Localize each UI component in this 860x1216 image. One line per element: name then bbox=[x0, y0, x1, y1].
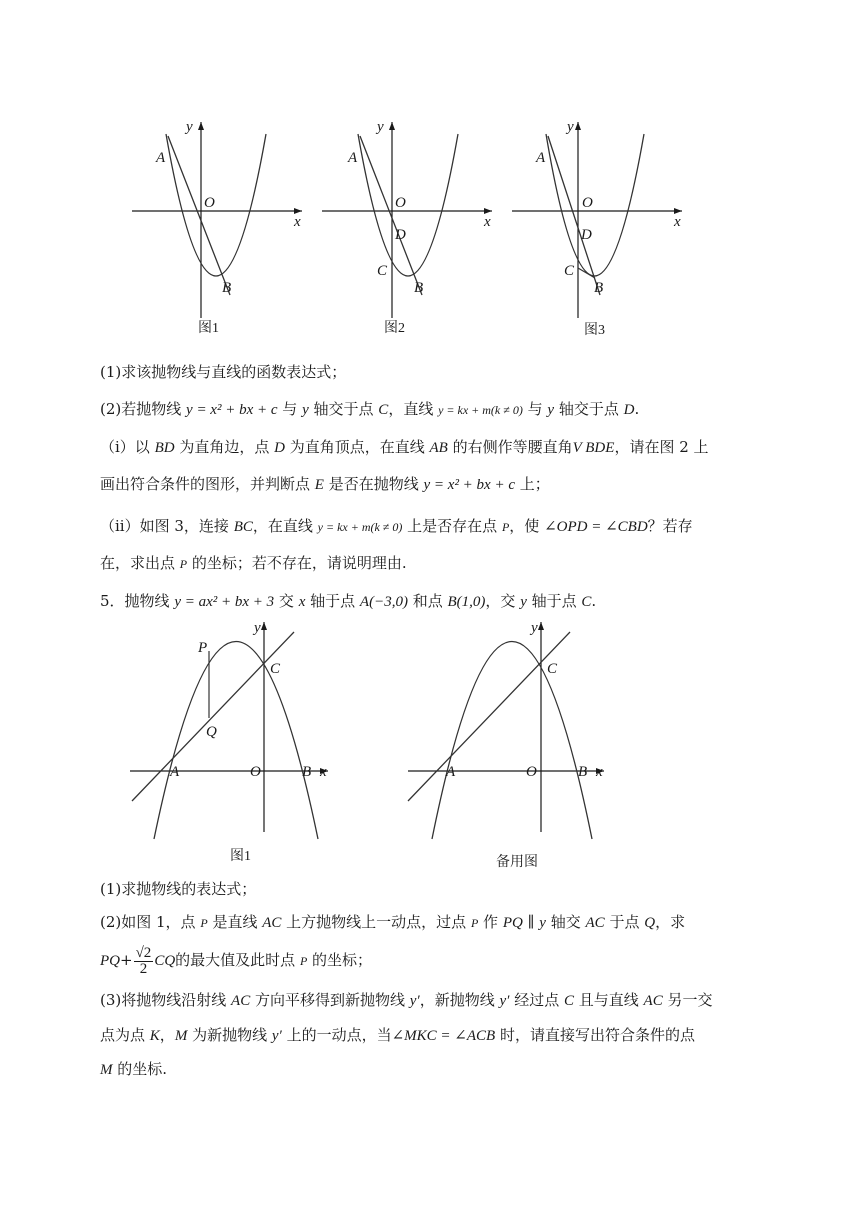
q5-part-2-line-1: (2)如图 1，点 P 是直线 AC 上方抛物线上一动点，过点 P 作 PQ ∥ y 轴交 AC 于点 Q，求 bbox=[100, 913, 686, 931]
origin-label: O bbox=[204, 195, 215, 211]
figure-caption: 图3 bbox=[584, 323, 605, 338]
point-Q-label: Q bbox=[206, 724, 217, 740]
point-P-label: P bbox=[198, 640, 208, 656]
origin-label: O bbox=[526, 764, 537, 780]
point-B-label: B bbox=[302, 764, 312, 780]
origin-label: O bbox=[250, 764, 261, 780]
q5-figure-1 bbox=[126, 614, 346, 874]
q5-part-3-line-1: (3)将抛物线沿射线 AC 方向平移得到新抛物线 y′，新抛物线 y′ 经过点 C 且与直线 AC 另一交 bbox=[100, 991, 713, 1009]
y-axis-label: y bbox=[531, 620, 538, 636]
point-D-label: D bbox=[395, 227, 406, 243]
fraction-sqrt2-over-2: $\frac{√2}{2}$ bbox=[135, 944, 152, 977]
q4-part-2-i-line-2: 画出符合条件的图形，并判断点 E 是否在抛物线 y = x² + bx + c 上； bbox=[100, 475, 550, 493]
point-B-label: B bbox=[578, 764, 588, 780]
figure-3-top bbox=[508, 118, 688, 343]
point-B-label: B bbox=[414, 280, 424, 296]
parabola-equation: y = x² + bx + c bbox=[186, 402, 278, 418]
y-axis-label: y bbox=[567, 119, 574, 135]
point-A-label: A bbox=[156, 150, 166, 166]
y-axis-label: y bbox=[254, 620, 261, 636]
point-A-label: A bbox=[446, 764, 456, 780]
q4-part-1: (1)求该抛物线与直线的函数表达式； bbox=[100, 363, 347, 381]
q5-part-1: (1)求抛物线的表达式； bbox=[100, 880, 257, 898]
point-D-label: D bbox=[581, 227, 592, 243]
figure-caption: 备用图 bbox=[496, 855, 538, 870]
x-axis-label: x bbox=[674, 214, 681, 230]
q5-part-3-line-3: M 的坐标. bbox=[100, 1060, 168, 1078]
q5-part-2-line-2: PQ+ $\frac{√2}{2}$ CQ的最大值及此时点 P 的坐标； bbox=[100, 944, 373, 977]
q5-part-3-line-2: 点为点 K，M 为新抛物线 y′ 上的一动点，当∠MKC = ∠ACB 时，请直接写出符合条件的点 bbox=[100, 1026, 695, 1044]
y-axis-label: y bbox=[377, 119, 384, 135]
figure-1-top bbox=[126, 118, 306, 343]
figure-caption: 图2 bbox=[384, 321, 405, 336]
line-equation: y = kx + m(k ≠ 0) bbox=[438, 403, 523, 417]
q4-part-2-ii-line-1: （ii）如图 3，连接 BC，在直线 y = kx + m(k ≠ 0) 上是否存在点 P，使 ∠OPD = ∠CBD？若存 bbox=[100, 517, 693, 535]
point-C-label: C bbox=[377, 263, 388, 279]
x-axis-label: x bbox=[484, 214, 491, 230]
figure-caption: 图1 bbox=[198, 321, 219, 336]
point-A-label: A bbox=[536, 150, 546, 166]
figure-caption: 图1 bbox=[230, 849, 251, 864]
q5-stem: 5．抛物线 y = ax² + bx + 3 交 x 轴于点 A(−3,0) 和点 B(1,0)，交 y 轴于点 C. bbox=[100, 592, 597, 610]
x-axis-label: x bbox=[294, 214, 301, 230]
y-axis-label: y bbox=[186, 119, 193, 135]
figure-2-top bbox=[318, 118, 498, 343]
q5-figure-backup bbox=[404, 614, 624, 876]
point-A-label: A bbox=[348, 150, 358, 166]
origin-label: O bbox=[395, 195, 406, 211]
x-axis-label: x bbox=[320, 764, 327, 780]
point-C-label: C bbox=[564, 263, 575, 279]
q4-part-2-i-line-1: （i）以 BD 为直角边，点 D 为直角顶点，在直线 AB 的右侧作等腰直角V BDE，请在图 2 上 bbox=[100, 438, 709, 456]
point-B-label: B bbox=[222, 280, 232, 296]
q4-part-2-ii-line-2: 在，求出点 P 的坐标；若不存在，请说明理由. bbox=[100, 554, 407, 572]
q4-part-2: (2)若抛物线 y = x² + bx + c 与 y 轴交于点 C，直线 y = kx + m(k ≠ 0) 与 y 轴交于点 D. bbox=[100, 400, 640, 418]
origin-label: O bbox=[582, 195, 593, 211]
point-B-label: B bbox=[594, 280, 604, 296]
point-A-label: A bbox=[170, 764, 180, 780]
point-C-label: C bbox=[547, 661, 558, 677]
point-C-label: C bbox=[270, 661, 281, 677]
x-axis-label: x bbox=[596, 764, 603, 780]
